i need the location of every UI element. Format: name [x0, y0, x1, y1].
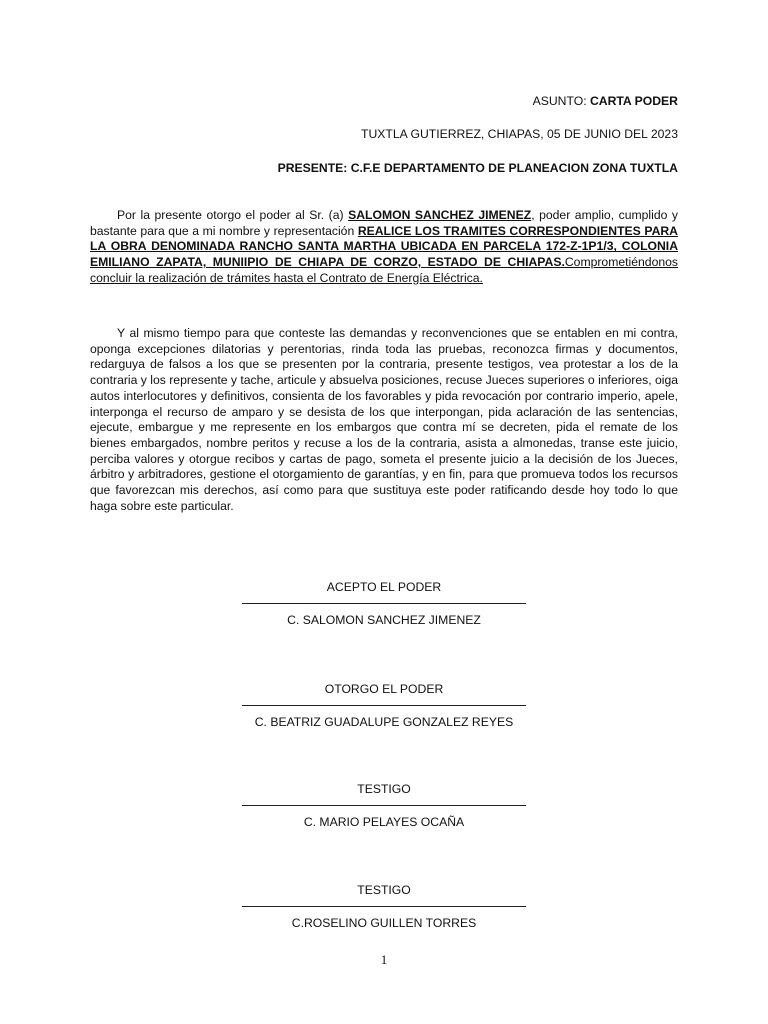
signature-block-grant	[0, 682, 768, 729]
procedures-description: REALICE LOS TRAMITES CORRESPONDIENTES PARA LA OBRA DENOMINADA RANCHO SANTA MARTHA UBICADA EN PARCELA 172-Z-1P1/3, COLONIA EMILIANO ZAPATA, MUNIIPIO DE CHIAPA DE CORZO, ESTADO DE CHIAPAS.	[90, 223, 678, 270]
signature-caption: ACEPTO EL PODER	[326, 580, 442, 594]
signature-line	[242, 603, 526, 604]
subject-value: CARTA PODER	[589, 94, 678, 108]
signer-name: C. MARIO PELAYES OCAÑA	[303, 815, 465, 829]
attorney-name: SALOMON SANCHEZ JIMENEZ	[348, 208, 532, 222]
signature-line	[242, 906, 526, 907]
signature-block-witness-2	[0, 883, 768, 930]
page-number: 1	[380, 952, 388, 967]
place-date: TUXTLA GUTIERREZ, CHIAPAS, 05 DE JUNIO DEL 2023	[361, 127, 678, 141]
paragraph-powers: Y al mismo tiempo para que conteste las demandas y reconvenciones que se entablen en mi contra, oponga excepciones dilatorias y perentorias, rinda toda las pruebas, reconozca firmas y documentos, redarguya de falsos a los que se presenten por la contraria, presente testigos, vea protestar a los de la contraria y los represente y tache, articule y absuelva posiciones, recuse Jueces superiores o inferiores, oiga autos interlocutores y definitivos, consienta de los favorables y pida revocación por contrario imperio, apele, interponga el recurso de amparo y se desista de los que interpongan, pida aclaración de las sentencias, ejecute, embargue y me represente en los embargos que contra mí se decreten, pida el remate de los bienes embargados, nombre peritos y recuse a los de la contraria, asista a almonedas, transe este juicio, perciba valores y otorgue recibos y cartas de pago, someta el presente juicio a la decisión de los Jueces, árbitro y arbitradores, gestione el otorgamiento de garantías, y en fin, para que promueva todos los recursos que favorezcan mis derechos, así como para que sustituya este poder ratificando desde hoy todo lo que haga sobre este particular.	[90, 326, 679, 513]
grant-mid: , poder amplio, cumplido y bastante para que a mi nombre y representación	[90, 208, 678, 238]
signer-name: C.ROSELINO GUILLEN TORRES	[291, 916, 477, 930]
signature-line	[242, 705, 526, 706]
subject-label: ASUNTO:	[532, 94, 590, 108]
signature-caption: TESTIGO	[357, 782, 411, 796]
paragraph-grant	[90, 208, 678, 287]
signature-block-witness-1	[0, 782, 768, 829]
signature-line	[242, 805, 526, 806]
subject-line	[533, 94, 678, 108]
signer-name: C. SALOMON SANCHEZ JIMENEZ	[287, 613, 481, 627]
signature-caption: TESTIGO	[357, 883, 411, 897]
grant-intro: Por la presente otorgo el poder al Sr. (a)	[117, 208, 349, 222]
signer-name: C. BEATRIZ GUADALUPE GONZALEZ REYES	[254, 715, 514, 729]
signature-block-accept	[0, 580, 768, 627]
addressee: PRESENTE: C.F.E DEPARTAMENTO DE PLANEACION ZONA TUXTLA	[277, 161, 678, 175]
signature-caption: OTORGO EL PODER	[324, 682, 444, 696]
grant-commitment: Comprometiéndonos concluir la realización de trámites hasta el Contrato de Energía Eléctrica.	[90, 255, 678, 285]
